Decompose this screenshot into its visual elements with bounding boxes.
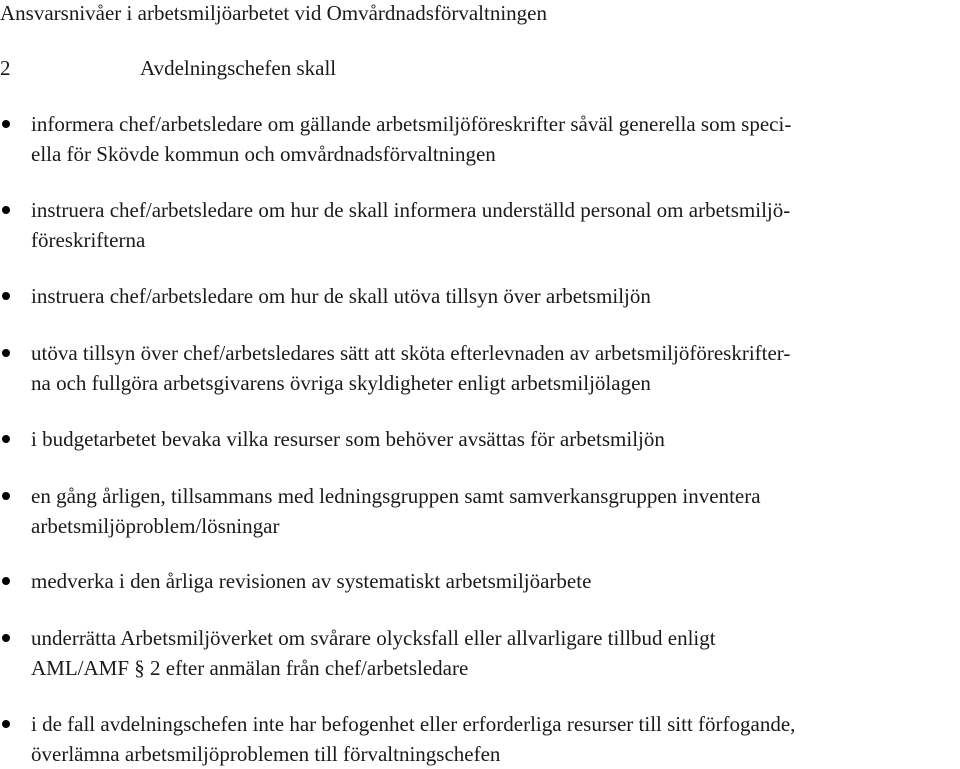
list-item-text: informera chef/arbetsledare om gällande arbetsmiljöföreskrifter såväl generella som speci- ella för Skövde kommun och omvårdnadsförvaltningen — [31, 112, 792, 166]
bullet-icon — [2, 492, 10, 500]
list-item-text: medverka i den årliga revisionen av systematiskt arbetsmiljöarbete — [31, 569, 592, 593]
list-item-text: i budgetarbetet bevaka vilka resurser som behöver avsättas för arbetsmiljön — [31, 427, 665, 451]
section-number: 2 — [0, 56, 11, 80]
list-item-text: utöva tillsyn över chef/arbetsledares sätt att sköta efterlevnaden av arbetsmiljöföreskrifter- na och fullgöra arbetsgivarens övriga skyldigheter enligt arbetsmiljölagen — [31, 341, 791, 395]
bullet-icon — [2, 120, 10, 128]
bullet-icon — [2, 634, 10, 642]
list-item-text: instruera chef/arbetsledare om hur de skall informera underställd personal om arbetsmiljö- föreskrifterna — [31, 198, 791, 252]
list-item-text: instruera chef/arbetsledare om hur de skall utöva tillsyn över arbetsmiljön — [31, 284, 651, 308]
list-item-text: i de fall avdelningschefen inte har befogenhet eller erforderliga resurser till sitt förfogande, överlämna arbetsmiljöproblemen till förvaltningschefen — [31, 712, 796, 766]
bullet-icon — [2, 435, 10, 443]
section-heading — [0, 54, 336, 82]
section-title: Avdelningschefen skall — [140, 56, 337, 80]
bullet-icon — [2, 577, 10, 585]
bullet-icon — [2, 720, 10, 728]
page-title: Ansvarsnivåer i arbetsmiljöarbetet vid Omvårdnadsförvaltningen — [0, 1, 548, 25]
bullet-icon — [2, 206, 10, 214]
list-item-text: underrätta Arbetsmiljöverket om svårare olycksfall eller allvarligare tillbud enligt AML/AMF § 2 efter anmälan från chef/arbetsledare — [31, 626, 716, 680]
bullet-icon — [2, 292, 10, 300]
list-item-text: en gång årligen, tillsammans med ledningsgruppen samt samverkansgruppen inventera arbetsmiljöproblem/lösningar — [31, 484, 761, 538]
bullet-icon — [2, 349, 10, 357]
